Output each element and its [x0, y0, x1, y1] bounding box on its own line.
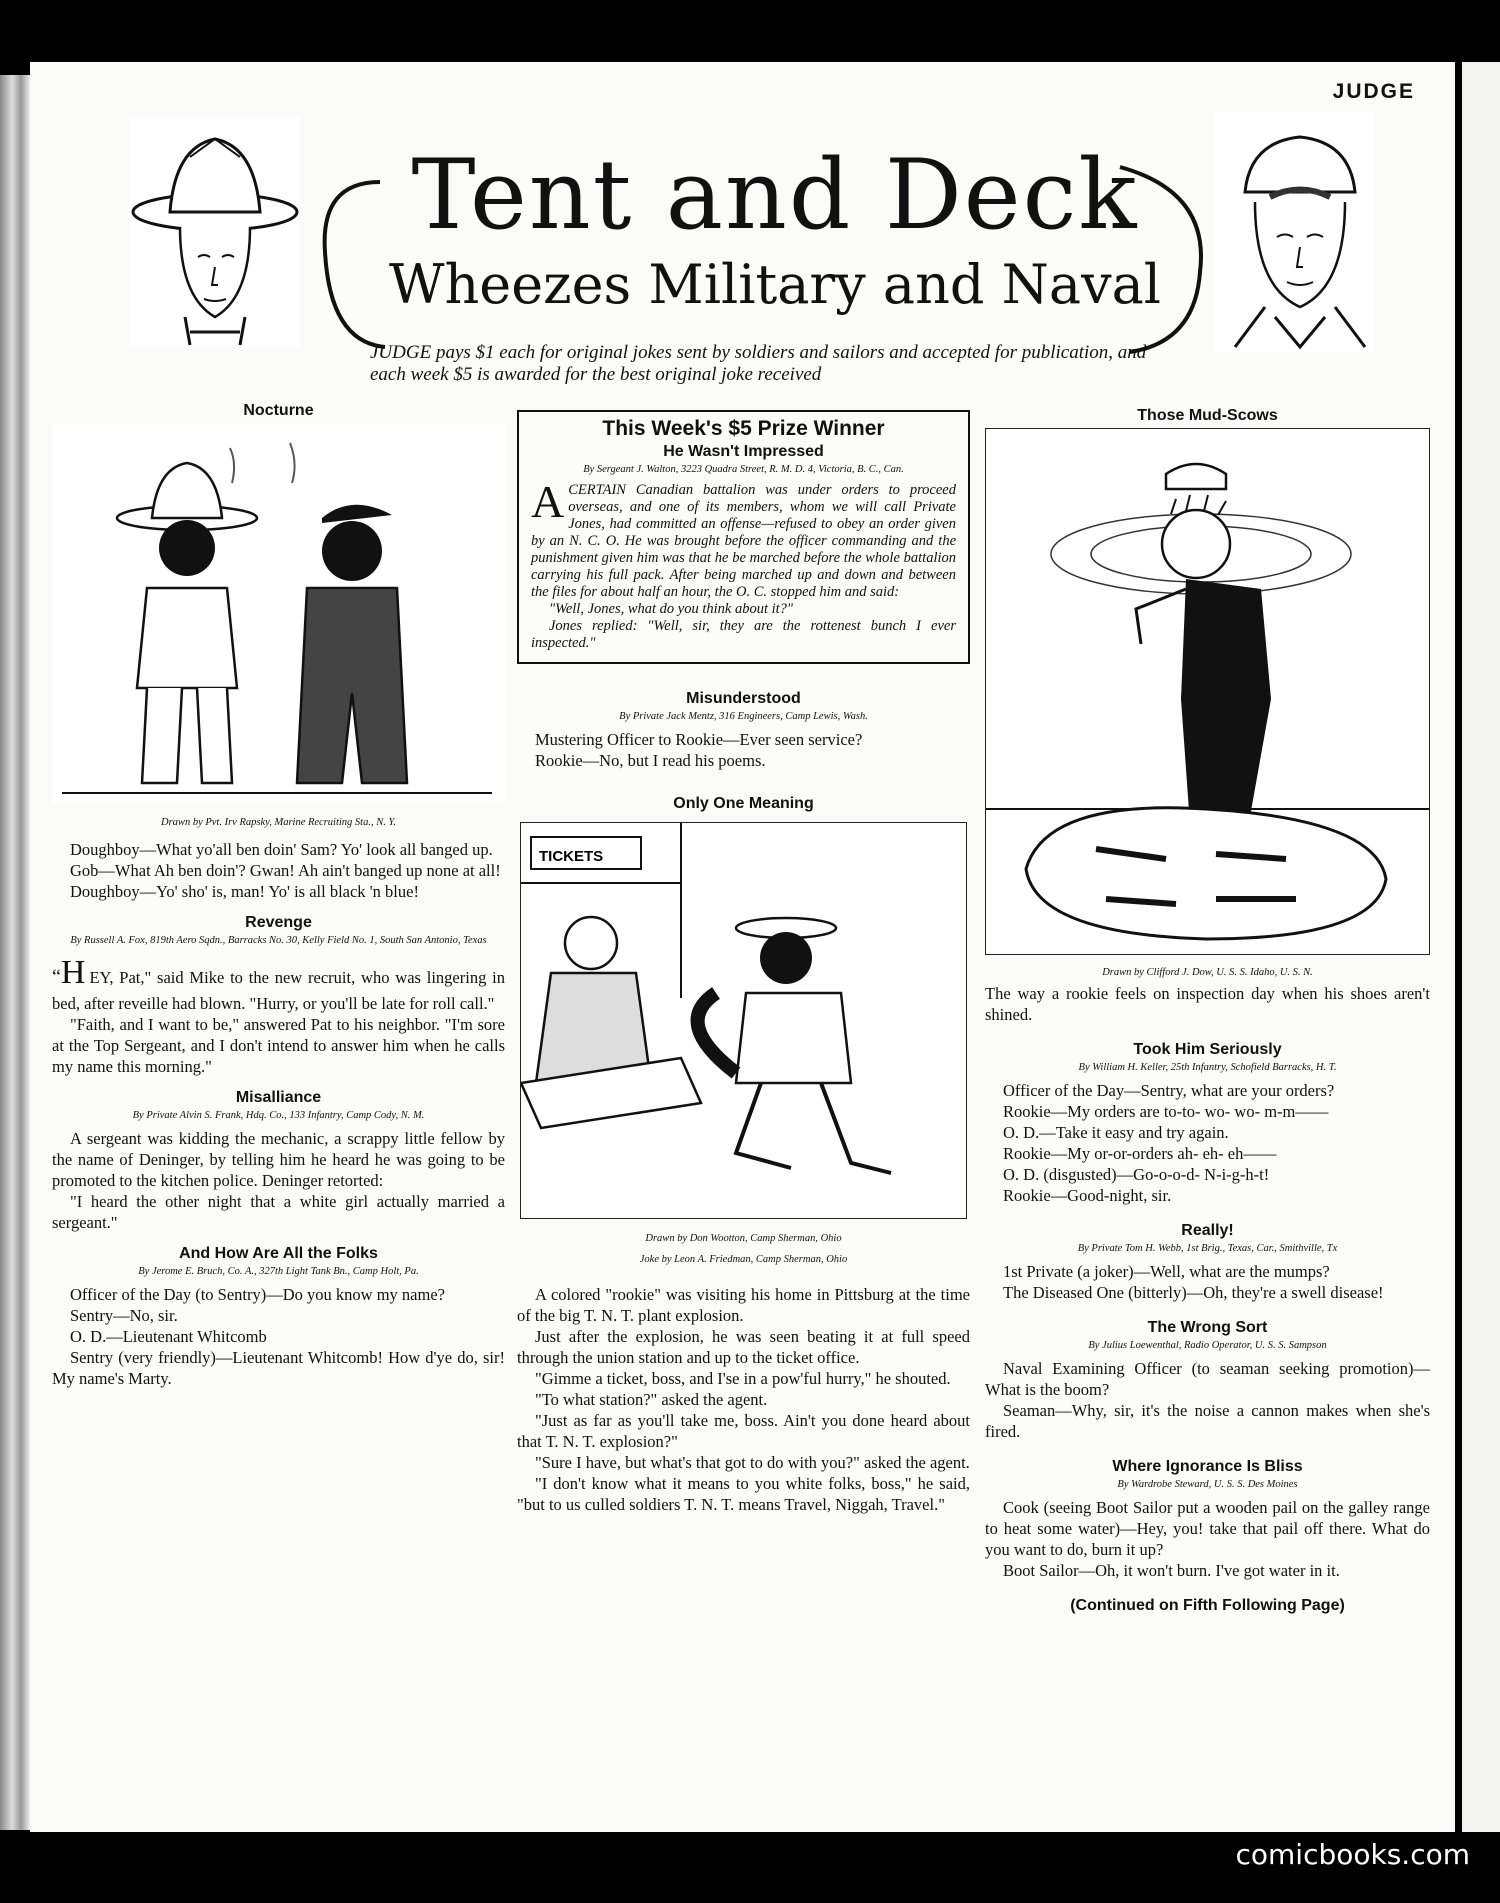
misalliance-para-2: "I heard the other night that a white girl actually married a sergeant."	[52, 1192, 505, 1232]
folks-line-4: Sentry (very friendly)—Lieutenant Whitcomb! How d'ye do, sir! My name's Marty.	[52, 1348, 505, 1388]
nocturne-illustration	[52, 423, 505, 803]
prize-winner-box	[517, 410, 970, 664]
misunderstood-line-1: Mustering Officer to Rookie—Ever seen service?	[535, 730, 863, 749]
folks-byline: By Jerome E. Bruch, Co. A., 327th Light Tank Bn., Camp Holt, Pa.	[138, 1266, 419, 1277]
revenge-para-2: "Faith, and I want to be," answered Pat to his neighbor. "I'm sore at the Top Sergeant, and I don't intend to answer him when he calls my name this morning."	[52, 1015, 505, 1076]
misunderstood-byline: By Private Jack Mentz, 316 Engineers, Camp Lewis, Wash.	[619, 711, 868, 722]
really-byline: By Private Tom H. Webb, 1st Brig., Texas, Car., Smithville, Tx	[1077, 1243, 1338, 1254]
meaning-caption-joke: Joke by Leon A. Friedman, Camp Sherman, Ohio	[639, 1254, 848, 1265]
page-title: Tent and Deck	[411, 139, 1139, 251]
heading-only-one-meaning: Only One Meaning	[673, 795, 814, 812]
really-line-2: The Diseased One (bitterly)—Oh, they're a swell disease!	[1003, 1283, 1384, 1302]
column-left	[52, 400, 505, 1389]
heading-took-him-seriously: Took Him Seriously	[1133, 1041, 1282, 1058]
misalliance-byline: By Private Alvin S. Frank, Hdq. Co., 133 Infantry, Camp Cody, N. M.	[132, 1110, 425, 1121]
heading-misunderstood: Misunderstood	[686, 690, 801, 707]
meaning-caption-artist: Drawn by Don Wootton, Camp Sherman, Ohio	[645, 1233, 842, 1244]
revenge-drop-cap: H	[60, 954, 86, 991]
meaning-para-1: A colored "rookie" was visiting his home in Pittsburg at the time of the big T. N. T. plant explosion.	[517, 1285, 970, 1325]
mud-scows-caption: Drawn by Clifford J. Dow, U. S. S. Idaho, U. S. N.	[1102, 967, 1313, 978]
nocturne-line-3: Doughboy—Yo' sho' is, man! Yo' is all black 'n blue!	[70, 882, 419, 901]
folks-line-2: Sentry—No, sir.	[70, 1306, 178, 1325]
misalliance-para-1: A sergeant was kidding the mechanic, a scrappy little fellow by the name of Deninger, by telling him he heard he was going to be promoted to the kitchen police. Deninger retorted:	[52, 1129, 505, 1190]
heading-mud-scows: Those Mud-Scows	[1137, 407, 1278, 424]
folks-line-1: Officer of the Day (to Sentry)—Do you know my name?	[70, 1285, 445, 1304]
folks-line-3: O. D.—Lieutenant Whitcomb	[70, 1327, 267, 1346]
prize-para-1: ACERTAIN Canadian battalion was under orders to proceed overseas, and one of its members, whom we will call Private Jones, had committed an offense—refused to obey an order given by an N. C. O. He was brought before the officer commanding and the punishment given him was that he be marched before the whole battalion carrying his full pack. After being marched up and down and between the files for about half an hour, the O. C. stopped him and said:	[531, 476, 956, 600]
seriously-line-3: O. D.—Take it easy and try again.	[1003, 1123, 1229, 1142]
page-title-block	[360, 139, 1190, 316]
bliss-line-1: Cook (seeing Boot Sailor put a wooden pail on the galley range to heat some water)—Hey, you! take that pail off there. What do you want to do, burn it up?	[985, 1498, 1430, 1559]
really-line-1: 1st Private (a joker)—Well, what are the mumps?	[1003, 1262, 1330, 1281]
intro-note: JUDGE pays $1 each for original jokes sent by soldiers and sailors and accepted for publication, and each week $5 is awarded for the best original joke received	[370, 342, 1147, 385]
misunderstood-line-2: Rookie—No, but I read his poems.	[535, 751, 766, 770]
wrong-sort-byline: By Julius Loewenthal, Radio Operator, U. S. S. Sampson	[1088, 1340, 1327, 1351]
seriously-line-1: Officer of the Day—Sentry, what are your orders?	[1003, 1081, 1335, 1100]
meaning-para-2: Just after the explosion, he was seen beating it at full speed through the union station and up to the ticket office.	[517, 1327, 970, 1367]
wrong-sort-line-1: Naval Examining Officer (to seaman seeking promotion)—What is the boom?	[985, 1359, 1430, 1399]
prize-drop-cap: A	[531, 476, 565, 527]
heading-misalliance: Misalliance	[235, 1089, 322, 1106]
bliss-byline: By Wardrobe Steward, U. S. S. Des Moines	[1117, 1479, 1298, 1490]
sailor-portrait-illustration	[1215, 112, 1375, 352]
seriously-byline: By William H. Keller, 25th Infantry, Schofield Barracks, H. T.	[1078, 1062, 1337, 1073]
seriously-line-6: Rookie—Good-night, sir.	[1003, 1186, 1172, 1205]
prize-para-2: "Well, Jones, what do you think about it?"	[549, 601, 794, 617]
heading-really: Really!	[1181, 1222, 1234, 1239]
tickets-sign: TICKETS	[539, 848, 604, 865]
continued-note: (Continued on Fifth Following Page)	[1070, 1597, 1345, 1614]
site-watermark: comicbooks.com	[1235, 1838, 1470, 1871]
heading-prize-joke: He Wasn't Impressed	[663, 443, 824, 460]
heading-wrong-sort: The Wrong Sort	[1147, 1319, 1268, 1336]
soldier-portrait-illustration	[130, 117, 300, 347]
meaning-para-5: "Just as far as you'll take me, boss. Ain't you done heard about that T. N. T. explosion?"	[517, 1411, 970, 1451]
revenge-para-1: “H EY, Pat," said Mike to the new recruit, who was lingering in bed, after reveille had blown. "Hurry, or you'll be late for roll call."	[52, 954, 505, 1013]
binding-spine	[0, 75, 30, 1830]
meaning-para-6: "Sure I have, but what's that got to do with you?" asked the agent.	[535, 1453, 970, 1472]
meaning-para-7: "I don't know what it means to you white folks, boss," he said, "but to us culled soldiers T. N. T. means Travel, Niggah, Travel."	[517, 1474, 970, 1514]
seriously-line-5: O. D. (disgusted)—Go-o-o-d- N-i-g-h-t!	[1003, 1165, 1270, 1184]
nocturne-line-1: Doughboy—What yo'all ben doin' Sam? Yo' look all banged up.	[70, 840, 493, 859]
heading-folks: And How Are All the Folks	[179, 1245, 378, 1262]
wrong-sort-line-2: Seaman—Why, sir, it's the noise a cannon makes when she's fired.	[985, 1401, 1430, 1441]
prize-byline: By Sergeant J. Walton, 3223 Quadra Street, R. M. D. 4, Victoria, B. C., Can.	[583, 464, 904, 475]
nocturne-caption: Drawn by Pvt. Irv Rapsky, Marine Recruiting Sta., N. Y.	[161, 817, 396, 828]
mud-scows-text: The way a rookie feels on inspection day when his shoes aren't shined.	[985, 984, 1430, 1024]
column-middle	[517, 410, 970, 1515]
page-subtitle: Wheezes Military and Naval	[388, 253, 1162, 316]
nocturne-line-2: Gob—What Ah ben doin'? Gwan! Ah ain't banged up none at all!	[70, 861, 501, 880]
masthead: JUDGE	[1332, 80, 1415, 103]
meaning-para-4: "To what station?" asked the agent.	[535, 1390, 768, 1409]
prize-para-3: Jones replied: "Well, sir, they are the rottenest bunch I ever inspected."	[531, 618, 956, 651]
next-page-edge	[1462, 62, 1500, 1832]
magazine-page	[30, 62, 1455, 1832]
ticket-office-illustration	[520, 822, 967, 1219]
prize-title: This Week's $5 Prize Winner	[602, 417, 885, 440]
seriously-line-4: Rookie—My or-or-orders ah- eh- eh——	[1003, 1144, 1277, 1163]
seriously-line-2: Rookie—My orders are to-to- wo- wo- m-m——	[1003, 1102, 1329, 1121]
column-right	[985, 405, 1430, 1618]
bliss-line-2: Boot Sailor—Oh, it won't burn. I've got water in it.	[1003, 1561, 1340, 1580]
heading-revenge: Revenge	[245, 914, 312, 931]
mud-scows-illustration	[985, 428, 1430, 955]
revenge-byline: By Russell A. Fox, 819th Aero Sqdn., Barracks No. 30, Kelly Field No. 1, South San Antonio, Texas	[70, 935, 487, 946]
meaning-para-3: "Gimme a ticket, boss, and I'se in a pow'ful hurry," he shouted.	[535, 1369, 951, 1388]
heading-ignorance-bliss: Where Ignorance Is Bliss	[1112, 1458, 1303, 1475]
heading-nocturne: Nocturne	[243, 402, 314, 419]
